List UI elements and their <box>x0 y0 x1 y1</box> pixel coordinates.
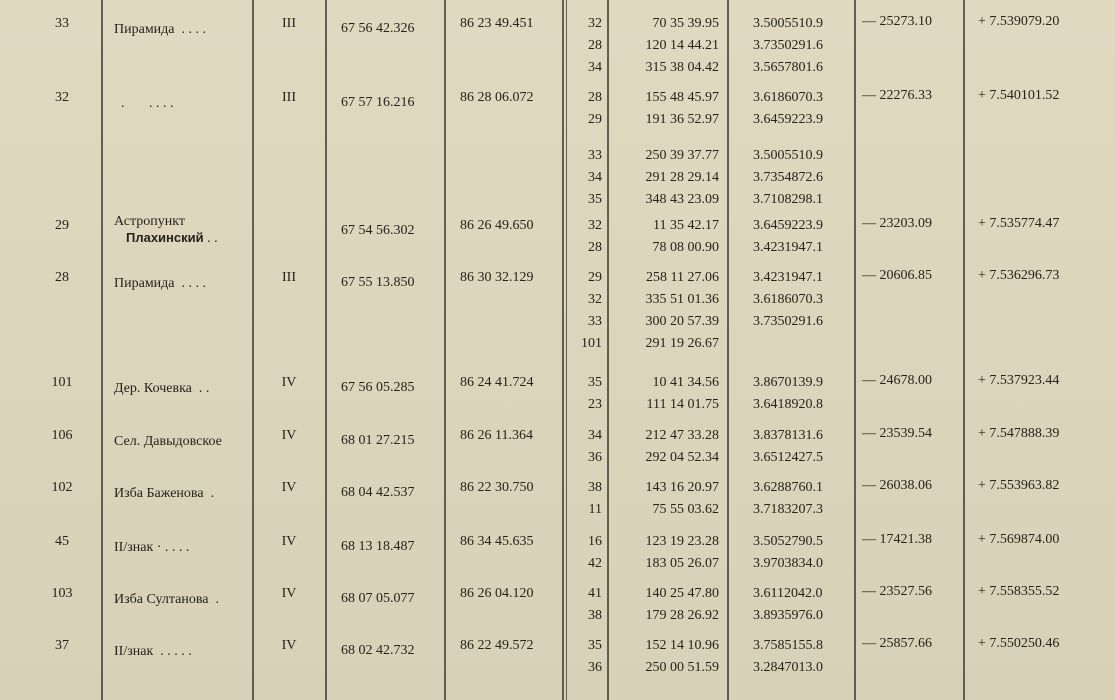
class-mark: IV <box>281 480 297 495</box>
x-coordinate: — 23527.56 <box>862 584 932 599</box>
direction-target: 38 <box>588 480 602 495</box>
direction-angle: 70 35 39.95 <box>652 16 719 31</box>
class-mark: IV <box>281 375 297 390</box>
log-distance: 3.6459223.9 <box>753 112 823 127</box>
x-coordinate: — 25273.10 <box>862 14 932 29</box>
log-distance: 3.7108298.1 <box>753 192 823 207</box>
log-distance: 3.6288760.1 <box>753 480 823 495</box>
station-name: Дер. Кочевка . . <box>114 381 210 396</box>
direction-angle: 250 39 37.77 <box>645 148 719 163</box>
longitude: 86 28 06.072 <box>460 90 534 105</box>
y-coordinate: + 7.558355.52 <box>978 584 1060 599</box>
x-coordinate: — 24678.00 <box>862 373 932 388</box>
direction-target: 35 <box>588 375 602 390</box>
station-number: 37 <box>55 638 69 653</box>
latitude: 68 04 42.537 <box>341 485 415 500</box>
direction-angle: 75 55 03.62 <box>652 502 719 517</box>
station-name: Изба Султанова . <box>114 592 219 607</box>
direction-target: 34 <box>588 60 602 75</box>
station-name: Сел. Давыдовское <box>114 434 222 449</box>
latitude: 67 56 05.285 <box>341 380 415 395</box>
direction-angle: 335 51 01.36 <box>645 292 719 307</box>
direction-angle: 258 11 27.06 <box>646 270 719 285</box>
station-name-dots: . . <box>203 231 218 246</box>
direction-target: 29 <box>588 112 602 127</box>
log-distance: 3.8935976.0 <box>753 608 823 623</box>
direction-target: 28 <box>588 240 602 255</box>
column-divider <box>252 0 254 700</box>
column-divider <box>444 0 446 700</box>
y-coordinate: + 7.547888.39 <box>978 426 1060 441</box>
direction-angle: 179 28 26.92 <box>645 608 719 623</box>
direction-angle: 191 36 52.97 <box>645 112 719 127</box>
station-number: 102 <box>51 480 73 495</box>
direction-angle: 155 48 45.97 <box>645 90 719 105</box>
longitude: 86 26 11.364 <box>460 428 533 443</box>
column-divider <box>963 0 965 700</box>
direction-target: 33 <box>588 148 602 163</box>
log-distance: 3.8670139.9 <box>753 375 823 390</box>
y-coordinate: + 7.540101.52 <box>978 88 1060 103</box>
column-divider <box>325 0 327 700</box>
direction-target: 35 <box>588 192 602 207</box>
log-distance: 3.9703834.0 <box>753 556 823 571</box>
class-mark: IV <box>281 534 297 549</box>
direction-target: 32 <box>588 218 602 233</box>
longitude: 86 23 49.451 <box>460 16 534 31</box>
log-distance: 3.7183207.3 <box>753 502 823 517</box>
station-number: 32 <box>55 90 69 105</box>
log-distance: 3.5657801.6 <box>753 60 823 75</box>
direction-target: 38 <box>588 608 602 623</box>
direction-target: 42 <box>588 556 602 571</box>
log-distance: 3.6512427.5 <box>753 450 823 465</box>
station-name: Изба Баженова . <box>114 486 215 501</box>
direction-target: 32 <box>588 16 602 31</box>
direction-angle: 78 08 00.90 <box>652 240 719 255</box>
log-distance: 3.6418920.8 <box>753 397 823 412</box>
column-divider <box>854 0 856 700</box>
x-coordinate: — 23203.09 <box>862 216 932 231</box>
column-divider <box>566 0 567 700</box>
station-name: Пирамида . . . . <box>114 276 207 291</box>
log-distance: 3.7585155.8 <box>753 638 823 653</box>
latitude: 68 02 42.732 <box>341 643 415 658</box>
direction-angle: 183 05 26.07 <box>645 556 719 571</box>
longitude: 86 30 32.129 <box>460 270 534 285</box>
latitude: 68 07 05.077 <box>341 591 415 606</box>
direction-angle: 300 20 57.39 <box>645 314 719 329</box>
log-distance: 3.4231947.1 <box>753 240 823 255</box>
log-distance: 3.6112042.0 <box>753 586 823 601</box>
direction-target: 101 <box>581 336 602 351</box>
y-coordinate: + 7.550250.46 <box>978 636 1060 651</box>
direction-angle: 123 19 23.28 <box>645 534 719 549</box>
direction-angle: 140 25 47.80 <box>645 586 719 601</box>
class-mark: III <box>282 16 296 31</box>
direction-target: 16 <box>588 534 602 549</box>
station-number: 33 <box>55 16 69 31</box>
x-coordinate: — 23539.54 <box>862 426 932 441</box>
direction-target: 32 <box>588 292 602 307</box>
log-distance: 3.7354872.6 <box>753 170 823 185</box>
direction-angle: 212 47 33.28 <box>645 428 719 443</box>
log-distance: 3.6459223.9 <box>753 218 823 233</box>
direction-angle: 348 43 23.09 <box>645 192 719 207</box>
station-name: . . . . . <box>114 96 174 111</box>
station-name: Пирамида . . . . <box>114 22 207 37</box>
station-name: II/знак · . . . . <box>114 540 190 555</box>
direction-target: 23 <box>588 397 602 412</box>
longitude: 86 22 49.572 <box>460 638 534 653</box>
y-coordinate: + 7.536296.73 <box>978 268 1060 283</box>
direction-target: 11 <box>588 502 602 517</box>
station-name-bold-text: Плахинский <box>126 230 204 245</box>
class-mark: IV <box>281 638 297 653</box>
longitude: 86 34 45.635 <box>460 534 534 549</box>
longitude: 86 22 30.750 <box>460 480 534 495</box>
direction-target: 29 <box>588 270 602 285</box>
station-name: Астропункт <box>114 214 185 229</box>
class-mark: III <box>282 90 296 105</box>
direction-angle: 292 04 52.34 <box>645 450 719 465</box>
direction-angle: 11 35 42.17 <box>653 218 719 233</box>
longitude: 86 24 41.724 <box>460 375 534 390</box>
x-coordinate: — 20606.85 <box>862 268 932 283</box>
log-distance: 3.5005510.9 <box>753 148 823 163</box>
y-coordinate: + 7.537923.44 <box>978 373 1060 388</box>
direction-target: 28 <box>588 38 602 53</box>
column-divider <box>607 0 609 700</box>
direction-angle: 291 19 26.67 <box>645 336 719 351</box>
log-distance: 3.7350291.6 <box>753 314 823 329</box>
longitude: 86 26 04.120 <box>460 586 534 601</box>
station-number: 45 <box>55 534 69 549</box>
latitude: 67 57 16.216 <box>341 95 415 110</box>
direction-target: 34 <box>588 428 602 443</box>
log-distance: 3.5052790.5 <box>753 534 823 549</box>
latitude: 68 01 27.215 <box>341 433 415 448</box>
log-distance: 3.2847013.0 <box>753 660 823 675</box>
station-number: 29 <box>55 218 69 233</box>
direction-angle: 152 14 10.96 <box>645 638 719 653</box>
log-distance: 3.4231947.1 <box>753 270 823 285</box>
direction-angle: 250 00 51.59 <box>645 660 719 675</box>
latitude: 68 13 18.487 <box>341 539 415 554</box>
longitude: 86 26 49.650 <box>460 218 534 233</box>
class-mark: IV <box>281 586 297 601</box>
direction-angle: 111 14 01.75 <box>646 397 719 412</box>
direction-target: 28 <box>588 90 602 105</box>
y-coordinate: + 7.535774.47 <box>978 216 1060 231</box>
direction-angle: 10 41 34.56 <box>652 375 719 390</box>
log-distance: 3.8378131.6 <box>753 428 823 443</box>
log-distance: 3.5005510.9 <box>753 16 823 31</box>
latitude: 67 54 56.302 <box>341 223 415 238</box>
y-coordinate: + 7.569874.00 <box>978 532 1060 547</box>
station-name: II/знак . . . . . <box>114 644 192 659</box>
direction-angle: 291 28 29.14 <box>645 170 719 185</box>
station-number: 103 <box>51 586 73 601</box>
station-number: 28 <box>55 270 69 285</box>
direction-angle: 120 14 44.21 <box>645 38 719 53</box>
direction-target: 36 <box>588 660 602 675</box>
y-coordinate: + 7.539079.20 <box>978 14 1060 29</box>
direction-angle: 315 38 04.42 <box>645 60 719 75</box>
station-name-bold <box>126 230 218 247</box>
class-mark: III <box>282 270 296 285</box>
direction-target: 34 <box>588 170 602 185</box>
x-coordinate: — 25857.66 <box>862 636 932 651</box>
direction-target: 41 <box>588 586 602 601</box>
log-distance: 3.6186070.3 <box>753 90 823 105</box>
x-coordinate: — 17421.38 <box>862 532 932 547</box>
direction-target: 35 <box>588 638 602 653</box>
column-divider <box>101 0 103 700</box>
column-divider <box>727 0 729 700</box>
log-distance: 3.7350291.6 <box>753 38 823 53</box>
latitude: 67 56 42.326 <box>341 21 415 36</box>
column-divider <box>562 0 564 700</box>
station-number: 106 <box>51 428 73 443</box>
station-number: 101 <box>51 375 73 390</box>
y-coordinate: + 7.553963.82 <box>978 478 1060 493</box>
log-distance: 3.6186070.3 <box>753 292 823 307</box>
latitude: 67 55 13.850 <box>341 275 415 290</box>
class-mark: IV <box>281 428 297 443</box>
direction-target: 36 <box>588 450 602 465</box>
direction-target: 33 <box>588 314 602 329</box>
x-coordinate: — 26038.06 <box>862 478 932 493</box>
direction-angle: 143 16 20.97 <box>645 480 719 495</box>
x-coordinate: — 22276.33 <box>862 88 932 103</box>
